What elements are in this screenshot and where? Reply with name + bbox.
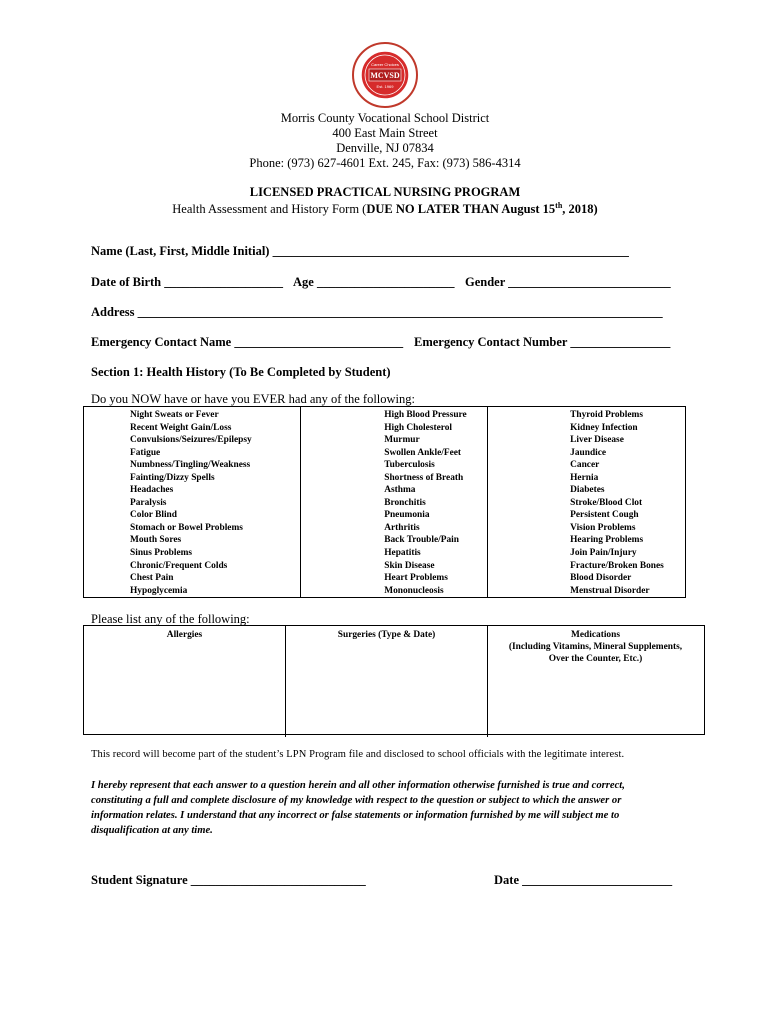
dob-field[interactable]: Date of Birth ___________________	[91, 275, 283, 289]
condition-item[interactable]: Stomach or Bowel Problems	[130, 522, 243, 533]
conditions-table	[83, 406, 686, 598]
attestation-line: disqualification at any time.	[91, 825, 213, 836]
condition-item[interactable]: Bronchitis	[384, 497, 426, 508]
logo-top: Career Choices	[371, 62, 399, 67]
condition-item[interactable]: Pneumonia	[384, 510, 430, 521]
gender-field[interactable]: Gender __________________________	[465, 275, 671, 289]
district-city: Denville, NJ 07834	[336, 141, 434, 155]
condition-item[interactable]: Recent Weight Gain/Loss	[130, 422, 232, 433]
condition-item[interactable]: Persistent Cough	[570, 510, 639, 521]
district-street: 400 East Main Street	[332, 126, 438, 140]
section1-title: Section 1: Health History (To Be Completed by Student)	[91, 365, 391, 379]
condition-item[interactable]: Night Sweats or Fever	[130, 410, 219, 420]
condition-item[interactable]: Color Blind	[130, 510, 177, 521]
condition-item[interactable]: Fainting/Dizzy Spells	[130, 472, 215, 483]
age-field[interactable]: Age ______________________	[293, 275, 455, 289]
conditions-col-1	[84, 407, 301, 598]
condition-item[interactable]: Sinus Problems	[130, 548, 193, 559]
condition-item[interactable]: Stroke/Blood Clot	[570, 497, 643, 508]
condition-item[interactable]: Headaches	[130, 485, 174, 496]
medications-subheader-2: Over the Counter, Etc.)	[548, 654, 643, 664]
condition-item[interactable]: Numbness/Tingling/Weakness	[130, 460, 251, 471]
condition-item[interactable]: Join Pain/Injury	[570, 548, 637, 559]
condition-item[interactable]: Diabetes	[570, 485, 605, 496]
condition-item[interactable]: Menstrual Disorder	[570, 585, 650, 596]
district-phone: Phone: (973) 627-4601 Ext. 245, Fax: (973) 586-4314	[249, 156, 521, 170]
condition-item[interactable]: Back Trouble/Pain	[384, 535, 459, 546]
condition-item[interactable]: Hepatitis	[384, 548, 421, 559]
lists-table	[83, 625, 705, 735]
surgeries-header: Surgeries (Type & Date)	[337, 630, 436, 640]
condition-item[interactable]: Paralysis	[130, 497, 167, 508]
condition-item[interactable]: Convulsions/Seizures/Epilepsy	[130, 435, 252, 446]
program-title: LICENSED PRACTICAL NURSING PROGRAM	[249, 185, 521, 199]
condition-item[interactable]: Mononucleosis	[384, 585, 444, 596]
condition-item[interactable]: Fatigue	[130, 447, 161, 458]
medications-subheader-1: (Including Vitamins, Mineral Supplements,	[508, 642, 683, 652]
signature-date-field[interactable]: Date ________________________	[494, 873, 673, 887]
condition-item[interactable]: Liver Disease	[570, 435, 624, 446]
condition-item[interactable]: Tuberculosis	[384, 460, 435, 471]
logo-name: MCVSD	[370, 71, 400, 80]
condition-item[interactable]: Fracture/Broken Bones	[570, 560, 664, 571]
condition-item[interactable]: Hernia	[570, 472, 599, 483]
district-name: Morris County Vocational School District	[280, 111, 490, 125]
attestation-line: I hereby represent that each answer to a question herein and all other information otherwise furnished is true and correct,	[91, 780, 625, 791]
emergency-contact-name-field[interactable]: Emergency Contact Name ___________________________	[91, 335, 404, 349]
privacy-notice: This record will become part of the student’s LPN Program file and disclosed to school officials with the legitimate interest.	[91, 749, 625, 760]
condition-item[interactable]: Mouth Sores	[130, 535, 182, 546]
medications-column[interactable]	[488, 626, 703, 737]
condition-item[interactable]: Kidney Infection	[570, 422, 638, 433]
condition-item[interactable]: Murmur	[384, 435, 420, 446]
condition-item[interactable]: Shortness of Breath	[384, 472, 464, 483]
condition-item[interactable]: Skin Disease	[384, 560, 435, 571]
form-title: Health Assessment and History Form (DUE NO LATER THAN August 15th, 2018)	[172, 201, 598, 217]
condition-item[interactable]: Vision Problems	[570, 522, 636, 533]
condition-item[interactable]: Thyroid Problems	[570, 410, 643, 420]
name-field[interactable]: Name (Last, First, Middle Initial) _________________________________________________________	[91, 244, 629, 258]
condition-item[interactable]: Chronic/Frequent Colds	[130, 560, 228, 571]
condition-item[interactable]: Heart Problems	[384, 573, 448, 584]
district-logo	[352, 42, 418, 108]
emergency-contact-number-field[interactable]: Emergency Contact Number ________________	[414, 335, 671, 349]
condition-item[interactable]: Chest Pain	[130, 573, 174, 584]
condition-item[interactable]: Cancer	[570, 460, 600, 471]
lists-prompt: Please list any of the following:	[91, 612, 250, 626]
condition-item[interactable]: Hearing Problems	[570, 535, 644, 546]
medications-header: Medications	[571, 630, 620, 640]
student-signature-field[interactable]: Student Signature ____________________________	[91, 873, 366, 887]
logo-est: Est. 1969	[376, 84, 394, 89]
attestation-line: constituting a full and complete disclosure of my knowledge with respect to the question or subject to which the answer or	[91, 795, 622, 806]
section1-prompt: Do you NOW have or have you EVER had any of the following:	[91, 392, 416, 406]
condition-item[interactable]: Swollen Ankle/Feet	[384, 447, 462, 458]
conditions-col-2	[301, 407, 488, 598]
condition-item[interactable]: Jaundice	[570, 447, 607, 458]
condition-item[interactable]: High Cholesterol	[384, 422, 453, 433]
condition-item[interactable]: Arthritis	[384, 522, 420, 533]
conditions-col-3	[488, 407, 686, 598]
surgeries-column[interactable]	[286, 626, 488, 737]
allergies-column[interactable]	[84, 626, 286, 737]
condition-item[interactable]: High Blood Pressure	[384, 410, 467, 420]
condition-item[interactable]: Blood Disorder	[570, 573, 632, 584]
condition-item[interactable]: Asthma	[384, 485, 416, 496]
allergies-header: Allergies	[166, 630, 203, 640]
address-field[interactable]: Address ____________________________________________________________________________________	[91, 305, 663, 319]
attestation	[91, 778, 691, 838]
condition-item[interactable]: Hypoglycemia	[130, 585, 188, 596]
attestation-line: information relates. I understand that any incorrect or false statements or information furnished by me will subject me to	[91, 810, 620, 821]
